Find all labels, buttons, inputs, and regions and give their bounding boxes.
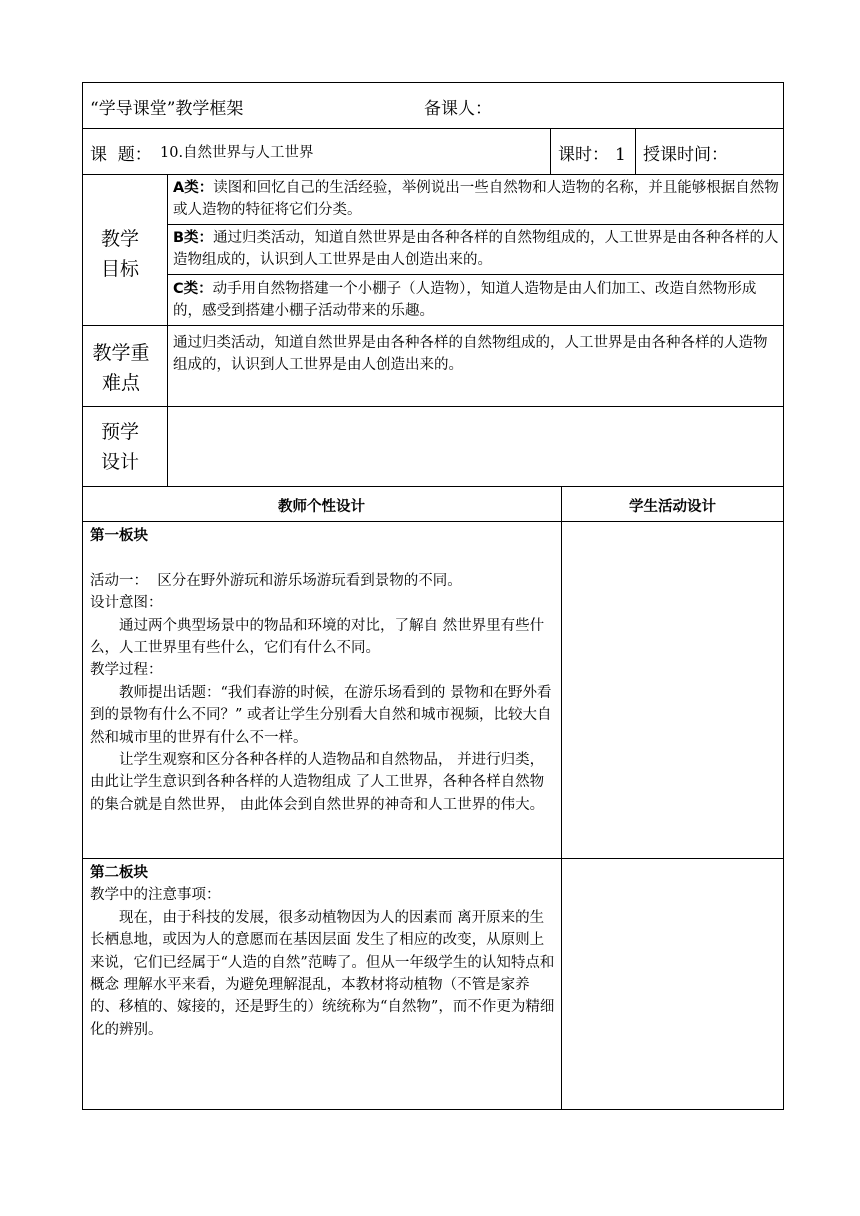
student-column-header: 学生活动设计	[629, 499, 716, 515]
row-divider	[82, 325, 784, 326]
block-two-title: 第二板块	[90, 865, 148, 881]
col-divider	[561, 486, 562, 1110]
process-paragraph-2: 让学生观察和区分各种各样的人造物品和自然物品， 并进行归类，由此让学生意识到各种各样的人造物组成 了人工世界，各种各样自然物的集合就是自然世界， 由此体会到自然世界的神奇和人工世界的伟大。	[90, 752, 545, 813]
key-points-label: 教学重难点	[92, 342, 150, 394]
notes-paragraph: 现在，由于科技的发展，很多动植物因为人的因素而 离开原来的生长栖息地，或因为人的意愿而在基因层面 发生了相应的改变，从原则上来说，它们已经属于“人造的自然”范畴了。但从一年级学生的认知特点和概念 理解水平来看，为避免理解混乱，本教材将动植物（不管是家养的、移植的、嫁接的，还是野生的）统统称为“自然物”，而不作更为精细化的辨别。	[90, 909, 555, 1038]
goal-c	[173, 278, 779, 322]
framework-title: “学导课堂”教学框架	[90, 99, 244, 119]
period-label	[558, 140, 626, 165]
key-points-text: 通过归类活动，知道自然世界是由各种各样的自然物组成的，人工世界是由各种各样的人造物组成的，认识到人工世界是由人创造出来的。	[173, 335, 768, 373]
topic-value: 10.自然世界与人工世界	[160, 145, 314, 161]
row-divider	[82, 858, 784, 859]
period-value: 1	[615, 145, 626, 165]
goal-a	[173, 177, 779, 221]
period-label-text: 课时：	[558, 145, 609, 165]
intent-label: 设计意图：	[90, 595, 163, 612]
goal-b-text: 通过归类活动，知道自然世界是由各种各样的自然物组成的，人工世界是由各种各样的人造物组成的，认识到人工世界是由人创造出来的。	[173, 230, 779, 268]
goal-c-tag: C类：	[173, 281, 213, 297]
intent-text: 通过两个典型场景中的物品和环境的对比，了解自 然世界里有些什么，人工世界里有些什么，它们有什么不同。	[90, 617, 545, 657]
block-two	[90, 862, 556, 1041]
block-one-title: 第一板块	[90, 528, 148, 544]
blank-line	[90, 547, 556, 569]
row-divider	[82, 128, 784, 129]
goals-label: 教学目标	[100, 228, 139, 280]
row-divider	[82, 521, 784, 522]
activity-one: 活动一： 区分在野外游玩和游乐场游玩看到景物的不同。	[90, 572, 462, 589]
goal-a-text: 读图和回忆自己的生活经验，举例说出一些自然物和人造物的名称，并且能够根据自然物或人造物的特征将它们分类。	[173, 180, 779, 218]
row-divider	[167, 224, 784, 225]
teacher-column-header: 教师个性设计	[278, 499, 365, 515]
notes-label: 教学中的注意事项：	[90, 887, 221, 904]
row-divider	[82, 406, 784, 407]
col-divider	[635, 128, 636, 174]
topic-label: 课 题：	[90, 145, 152, 165]
goal-b	[173, 227, 779, 271]
row-divider	[82, 174, 784, 175]
goal-b-tag: B类：	[173, 230, 214, 246]
row-divider	[82, 486, 784, 487]
col-divider	[167, 174, 168, 486]
time-label: 授课时间：	[643, 145, 728, 165]
col-divider	[550, 128, 551, 174]
goal-a-tag: A类：	[173, 180, 214, 196]
goal-c-text: 动手用自然物搭建一个小棚子（人造物），知道人造物是由人们加工、改造自然物形成的，感受到搭建小棚子活动带来的乐趣。	[173, 281, 757, 319]
preparer-label: 备课人：	[424, 99, 492, 119]
row-divider	[167, 274, 784, 275]
preview-label: 预学设计	[100, 421, 139, 473]
process-label: 教学过程：	[90, 662, 163, 679]
process-paragraph-1: 教师提出话题：“我们春游的时候，在游乐场看到的 景物和在野外看到的景物有什么不同？” 或者让学生分别看大自然和城市视频，比较大自然和城市里的世界有什么不一样。	[90, 684, 552, 746]
block-one	[90, 525, 556, 816]
